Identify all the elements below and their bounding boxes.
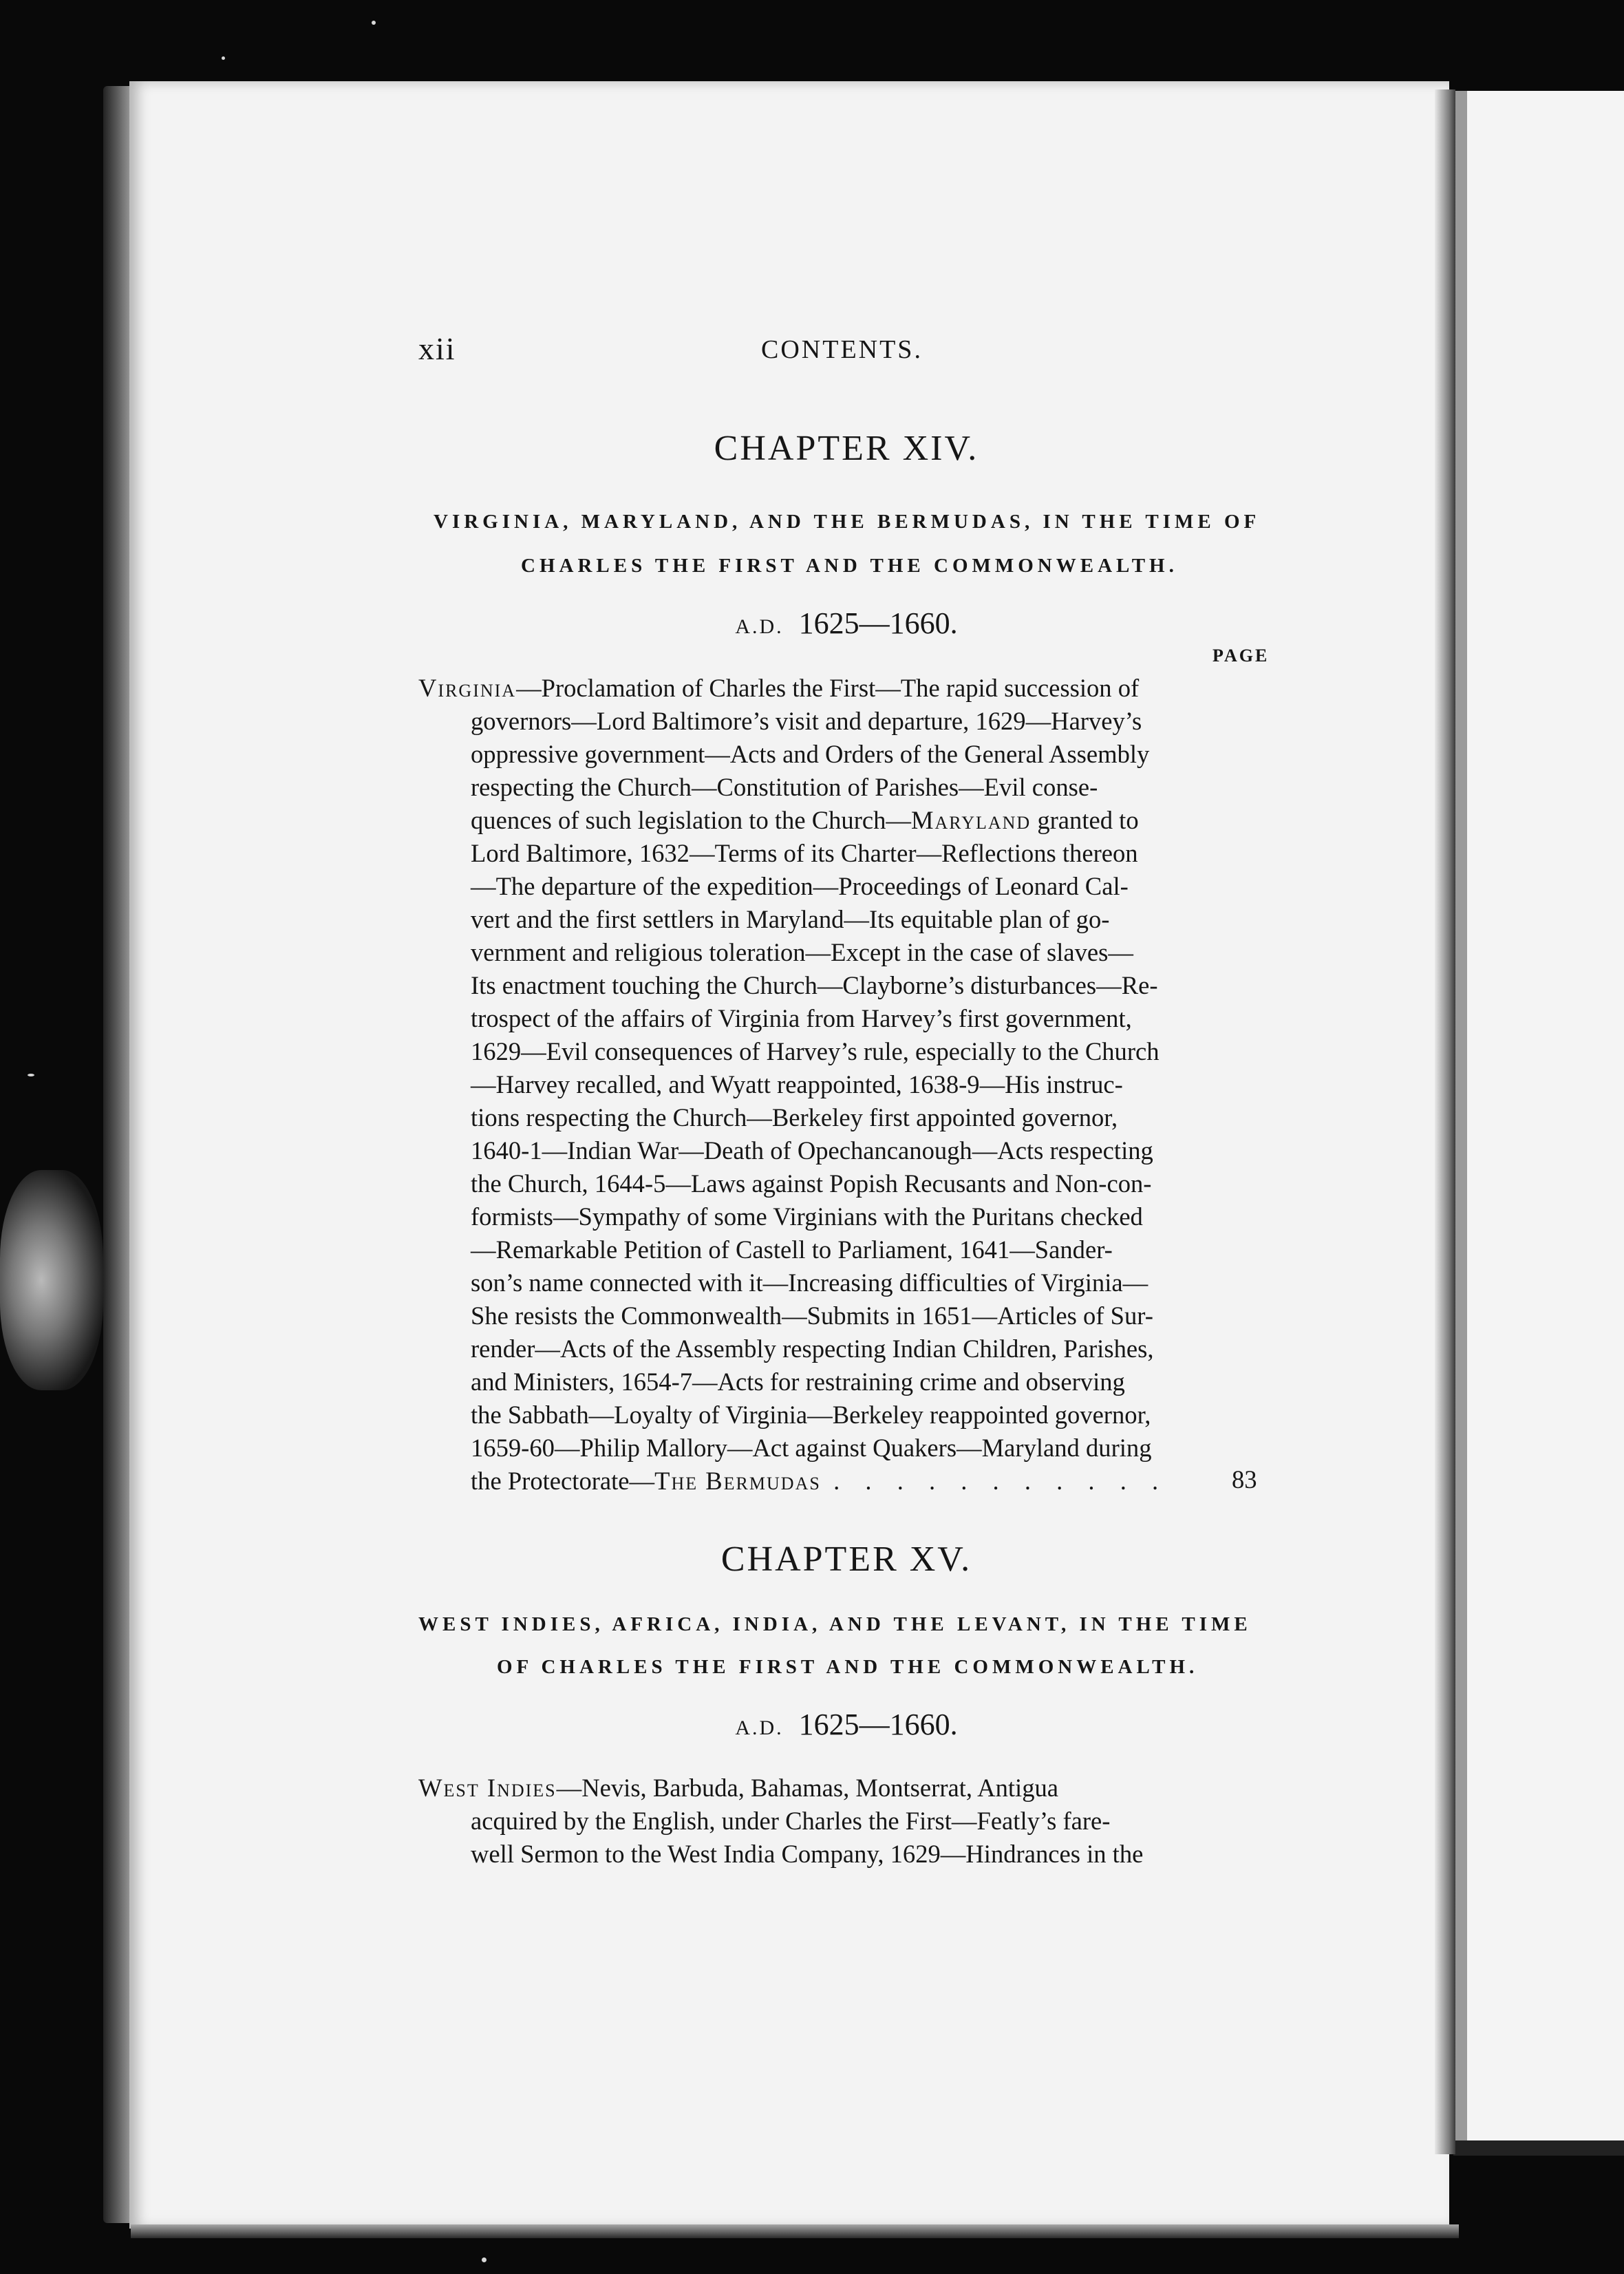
chapter-14-summary-line: She resists the Commonwealth—Submits in 1651—Articles of Sur- (471, 1301, 1153, 1330)
scan-stain (0, 1170, 103, 1390)
chapter-14-summary-line: render—Acts of the Assembly respecting Indian Children, Parishes, (471, 1335, 1154, 1363)
chapter-14-summary-line: Lord Baltimore, 1632—Terms of its Charter—Reflections thereon (471, 839, 1138, 867)
section-lead: The Bermudas (654, 1467, 821, 1495)
chapter-14-summary-line: Its enactment touching the Church—Clayborne’s disturbances—Re- (471, 971, 1158, 999)
chapter-14-summary-line: vernment and religious toleration—Except in the case of slaves— (471, 938, 1133, 966)
facing-page (1452, 91, 1624, 2142)
summary-text: quences of such legislation to the Church— (471, 806, 911, 834)
chapter-14-dates (0, 606, 1624, 641)
chapter-14-summary-line: 1640-1—Indian War—Death of Opechancanough—Acts respecting (471, 1136, 1153, 1165)
chapter-14-page-ref: 83 (1232, 1465, 1257, 1494)
chapter-14-subtitle-line-1: VIRGINIA, MARYLAND, AND THE BERMUDAS, IN THE TIME OF (434, 511, 1261, 533)
chapter-14-summary-line: formists—Sympathy of some Virginians with the Puritans checked (471, 1202, 1143, 1231)
summary-text: granted to (1031, 806, 1139, 834)
chapter-14-summary-line (418, 672, 1139, 705)
chapter-14-summary-line: trospect of the affairs of Virginia from Harvey’s first government, (471, 1004, 1132, 1032)
chapter-15-subtitle-line-1: WEST INDIES, AFRICA, INDIA, AND THE LEVANT, IN THE TIME (418, 1613, 1252, 1635)
page-gutter-shadow (1435, 89, 1455, 2154)
chapter-15-summary-line (418, 1772, 1058, 1805)
chapter-14-summary-line: the Church, 1644-5—Laws against Popish Recusants and Non-con- (471, 1169, 1152, 1198)
summary-text: —Nevis, Barbuda, Bahamas, Montserrat, Antigua (556, 1774, 1059, 1802)
page-column-label: PAGE (1212, 646, 1270, 666)
chapter-14-title: CHAPTER XIV. (714, 429, 979, 468)
chapter-14-summary-line: oppressive government—Acts and Orders of the General Assembly (471, 740, 1150, 768)
section-lead: Maryland (910, 806, 1032, 834)
running-head: CONTENTS. (761, 335, 923, 364)
chapter-14-summary-line: son’s name connected with it—Increasing difficulties of Virginia— (471, 1268, 1148, 1297)
summary-text: the Protectorate— (471, 1467, 655, 1495)
chapter-15-dates (0, 1707, 1624, 1742)
section-lead: West Indies (418, 1774, 557, 1802)
chapter-14-summary-line: governors—Lord Baltimore’s visit and departure, 1629—Harvey’s (471, 707, 1142, 735)
facing-page-edge (1453, 2140, 1624, 2156)
chapter-14-summary-line: 1659-60—Philip Mallory—Act against Quakers—Maryland during (471, 1434, 1152, 1462)
chapter-14-summary-line: and Ministers, 1654-7—Acts for restraining crime and observing (471, 1368, 1125, 1396)
dust-speck (222, 56, 225, 60)
chapter-14-subtitle-line-2: CHARLES THE FIRST AND THE COMMONWEALTH. (521, 555, 1178, 577)
dust-speck (372, 21, 376, 25)
chapter-14-summary-line: 1629—Evil consequences of Harvey’s rule, especially to the Church (471, 1037, 1160, 1065)
page-bottom-edge (131, 2224, 1459, 2238)
chapter-15-summary-line: acquired by the English, under Charles the First—Featly’s fare- (471, 1807, 1111, 1835)
chapter-14-summary-line: respecting the Church—Constitution of Parishes—Evil conse- (471, 773, 1098, 801)
chapter-15-title: CHAPTER XV. (720, 1540, 972, 1579)
chapter-14-summary-line: vert and the first settlers in Maryland—Its equitable plan of go- (471, 905, 1110, 933)
chapter-14-summary-line: tions respecting the Church—Berkeley first appointed governor, (471, 1103, 1118, 1131)
dust-speck (28, 1074, 34, 1076)
chapter-14-summary-line: —Harvey recalled, and Wyatt reappointed, 1638-9—His instruc- (471, 1070, 1123, 1098)
chapter-15-summary-line: well Sermon to the West India Company, 1629—Hindrances in the (471, 1840, 1144, 1868)
chapter-14-summary-line (471, 1465, 1168, 1498)
chapter-14-summary-line: —Remarkable Petition of Castell to Parliament, 1641—Sander- (471, 1235, 1113, 1264)
page-number: xii (418, 331, 456, 366)
chapter-14-summary-line (471, 804, 1139, 837)
date-range: 1625—1660. (798, 606, 958, 640)
ad-label: A.D. (735, 1717, 784, 1739)
dot-leader: . . . . . . . . . . . (833, 1467, 1168, 1495)
ad-label: A.D. (735, 615, 784, 638)
dust-speck (482, 2257, 487, 2262)
summary-text: —Proclamation of Charles the First—The rapid succession of (516, 674, 1140, 702)
date-range: 1625—1660. (798, 1708, 958, 1741)
chapter-15-subtitle-line-2: OF CHARLES THE FIRST AND THE COMMONWEALTH. (497, 1656, 1199, 1678)
chapter-14-summary-line: —The departure of the expedition—Proceedings of Leonard Cal- (471, 872, 1129, 900)
chapter-14-summary-line: the Sabbath—Loyalty of Virginia—Berkeley reappointed governor, (471, 1401, 1151, 1429)
section-lead: Virginia (418, 674, 517, 702)
